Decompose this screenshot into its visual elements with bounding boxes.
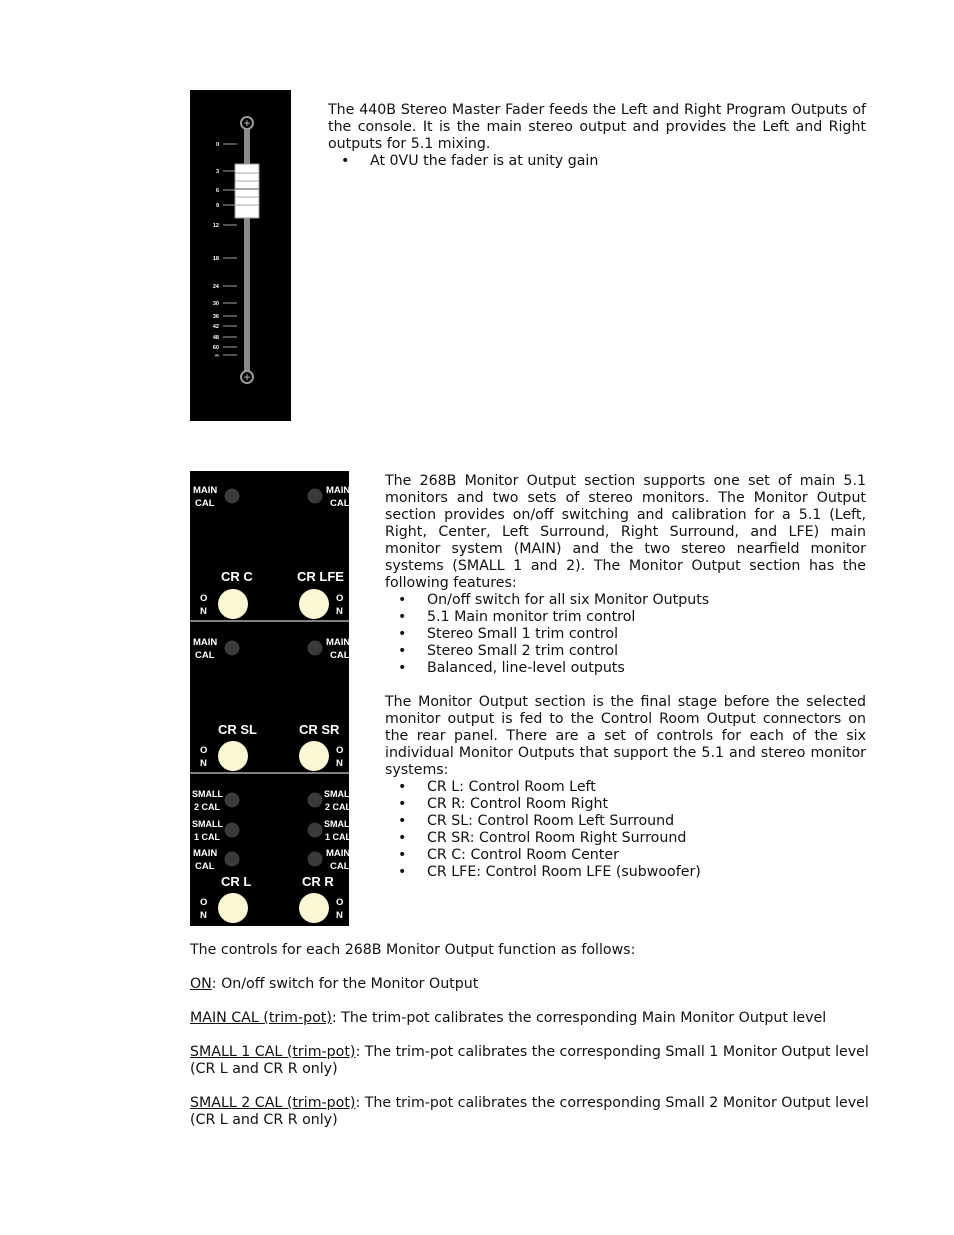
fader-scale-label: 12 [212,223,219,229]
small-2-cal-label: 2 CAL [325,802,352,812]
main-cal-label: CAL [195,861,215,872]
main-cal-label: CAL [330,498,350,509]
on-label: O [200,745,208,756]
trim-pot-icon [308,793,323,808]
main-cal-label: CAL [330,861,350,872]
on-switch-cr-sl [218,741,248,771]
main-cal-label: CAL [195,498,215,509]
list-item: • CR L: Control Room Left [385,779,866,796]
cr-c-label: CR C [221,569,253,584]
on-switch-cr-lfe [299,589,329,619]
definition-item [190,1044,890,1078]
bottom-screw-symbol: + [243,372,251,384]
on-label: N [336,606,343,617]
definition-term: SMALL 2 CAL (trim-pot) [190,1095,356,1111]
trim-pot-icon [308,852,323,867]
definitions-intro: The controls for each 268B Monitor Output function as follows: [190,942,636,958]
fader-scale-label: 6 [215,188,219,194]
on-label: O [200,593,208,604]
cr-r-label: CR R [302,874,334,889]
small-2-cal-label: 2 CAL [194,802,221,812]
cr-sl-label: CR SL [218,722,257,737]
list-item: • Balanced, line-level outputs [385,660,866,677]
fader-scale-label: 30 [212,301,219,307]
on-label: O [200,897,208,908]
fader-scale-label: 36 [212,314,219,320]
trim-pot-icon [225,852,240,867]
trim-pot-icon [225,823,240,838]
trim-pot-icon [308,641,323,656]
monitor-panel-image [190,471,355,926]
fader-scale-label: 18 [212,256,219,262]
main-cal-label: MAIN [193,637,218,648]
fader-scale-label: 9 [215,203,219,209]
main-cal-label: MAIN [326,485,351,496]
main-cal-label: MAIN [326,848,351,859]
cr-l-label: CR L [221,874,252,889]
on-switch-cr-l [218,893,248,923]
on-label: N [200,606,207,617]
output-list [385,779,866,881]
main-cal-label: CAL [330,650,350,661]
on-label: N [336,758,343,769]
list-item: • CR LFE: Control Room LFE (subwoofer) [385,864,866,881]
small-1-cal-label: SMALL [324,819,355,829]
main-cal-label: MAIN [193,485,218,496]
fader-scale-label: 48 [212,335,219,341]
on-switch-cr-c [218,589,248,619]
main-cal-label: MAIN [193,848,218,859]
list-item: • On/off switch for all six Monitor Outputs [385,592,866,609]
main-cal-label: MAIN [326,637,351,648]
on-label: N [200,758,207,769]
list-item: • Stereo Small 1 trim control [385,626,866,643]
fader-knob-icon [235,164,259,218]
list-item: • At 0VU the fader is at unity gain [328,153,866,170]
fader-scale-label: 3 [215,169,219,175]
definition-desc: : The trim-pot calibrates the corresponding Small 1 Monitor Output level (CR L and CR R only) [190,1044,869,1077]
trim-pot-icon [308,823,323,838]
fader-description [328,102,866,170]
small-2-cal-label: SMALL [192,789,223,799]
small-2-cal-label: SMALL [324,789,355,799]
on-label: O [336,745,344,756]
trim-pot-icon [308,489,323,504]
list-item: • CR SL: Control Room Left Surround [385,813,866,830]
monitor-intro-paragraph: The 268B Monitor Output section supports one set of main 5.1 monitors and two sets of stereo monitors. The Monitor Output section provides on/off switching and calibration for a 5.1 (Left, Right, Center, Left Surround, Right Surround, and LFE) main monitor system (MAIN) and the two stereo nearfield monitor systems (SMALL 1 and 2). The Monitor Output section has the following features: [385,473,866,591]
small-1-cal-label: 1 CAL [325,832,352,842]
fader-scale-label: ∞ [215,353,219,359]
fader-graphic [190,90,291,421]
fader-paragraph: The 440B Stereo Master Fader feeds the Left and Right Program Outputs of the console. It is the main stereo output and provides the Left and Right outputs for 5.1 mixing. [328,102,866,152]
monitor-panel-graphic [190,471,355,926]
cr-lfe-label: CR LFE [297,569,344,584]
definition-term: MAIN CAL (trim-pot) [190,1010,332,1026]
definition-term: ON [190,976,212,992]
trim-pot-icon [225,489,240,504]
on-label: O [336,897,344,908]
definition-item [190,1095,890,1129]
feature-list [385,592,866,677]
fader-scale-label: 0 [215,142,219,148]
on-switch-cr-sr [299,741,329,771]
fader-panel-image [190,90,291,421]
small-1-cal-label: 1 CAL [194,832,221,842]
list-item: • CR R: Control Room Right [385,796,866,813]
list-item: • Stereo Small 2 trim control [385,643,866,660]
definition-item [190,1010,890,1027]
cr-sr-label: CR SR [299,722,340,737]
on-switch-cr-r [299,893,329,923]
trim-pot-icon [225,793,240,808]
monitor-output-paragraph: The Monitor Output section is the final stage before the selected monitor output is fed to the Control Room Output connectors on the rear panel. There are a set of controls for each of the six individual Monitor Outputs that support the 5.1 and stereo monitor systems: [385,694,866,778]
fader-bullet-list [328,153,866,170]
list-item: • CR C: Control Room Center [385,847,866,864]
fader-slot [244,124,250,378]
monitor-description [385,473,866,881]
main-cal-label: CAL [195,650,215,661]
on-label: N [200,910,207,921]
definition-desc: : The trim-pot calibrates the corresponding Small 2 Monitor Output level (CR L and CR R only) [190,1095,869,1128]
controls-definitions [190,942,890,1146]
small-1-cal-label: SMALL [192,819,223,829]
definition-desc: : On/off switch for the Monitor Output [211,976,479,992]
fader-scale-label: 24 [212,284,219,290]
definition-term: SMALL 1 CAL (trim-pot) [190,1044,356,1060]
on-label: N [336,910,343,921]
fader-scale-label: 42 [212,324,219,330]
trim-pot-icon [225,641,240,656]
list-item: • CR SR: Control Room Right Surround [385,830,866,847]
list-item: • 5.1 Main monitor trim control [385,609,866,626]
definition-item [190,976,890,993]
on-label: O [336,593,344,604]
definition-desc: : The trim-pot calibrates the corresponding Main Monitor Output level [331,1010,827,1026]
fader-scale-label: 60 [212,345,219,351]
top-screw-symbol: + [243,118,251,130]
